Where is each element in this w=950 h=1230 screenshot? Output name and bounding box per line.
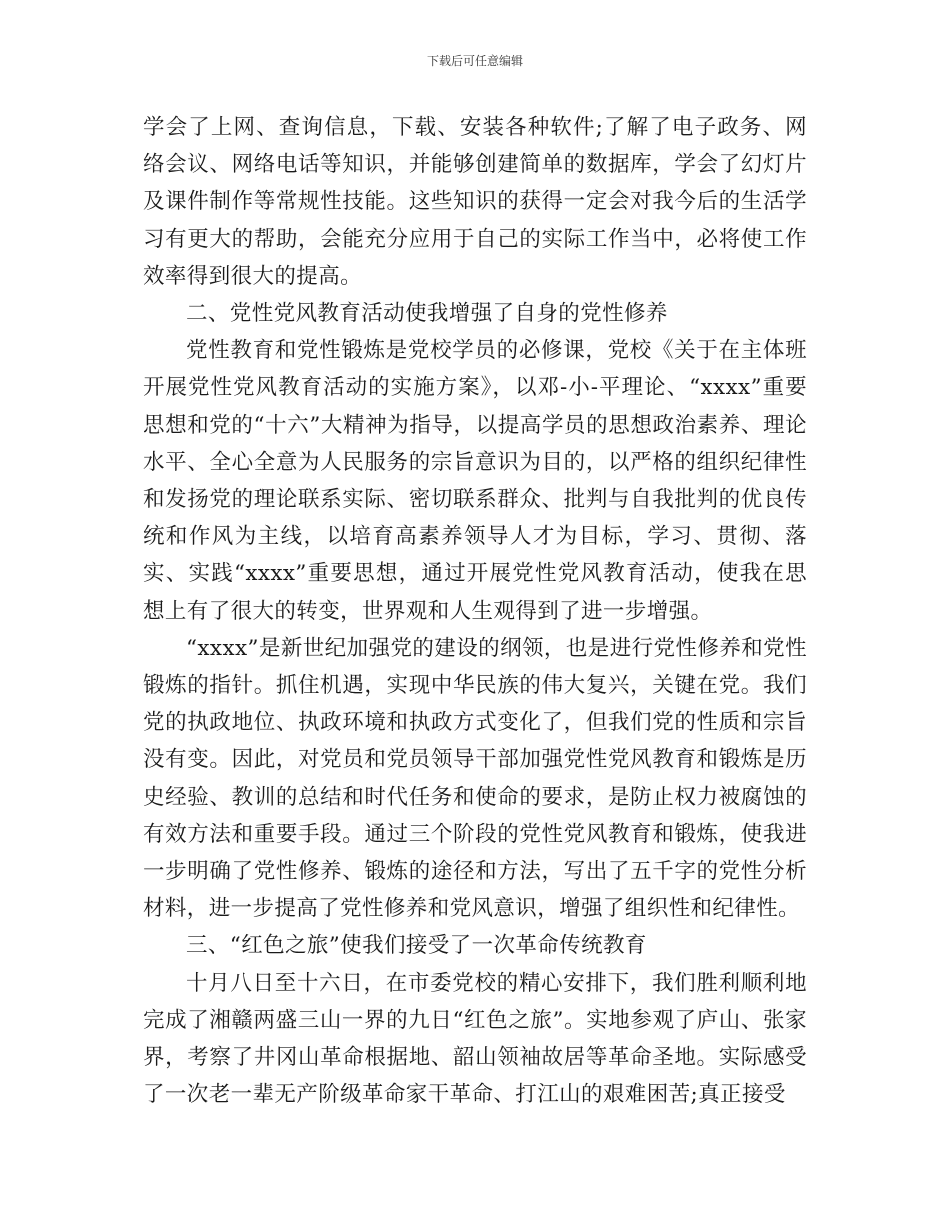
paragraph-party-education: 党性教育和党性锻炼是党校学员的必修课，党校《关于在主体班开展党性党风教育活动的实施方案》，以邓-小-平理论、“xxxx”重要思想和党的“十六”大精神为指导，以提高学员的思想政治素养、理论水平、全心全意为人民服务的宗旨意识为目的，以严格的组织纪律性和发扬党的理论联系实际、密切联系群众、批判与自我批判的优良传统和作风为主线，以培育高素养领导人才为目标，学习、贯彻、落实、实践“xxxx”重要思想，通过开展党性党风教育活动，使我在思想上有了很大的转变，世界观和人生观得到了进一步增强。	[143, 338, 807, 624]
page-header: 下载后可任意编辑	[426, 54, 523, 68]
document-body	[143, 109, 807, 1113]
paragraph-party-building: “xxxx”是新世纪加强党的建设的纲领，也是进行党性修养和党性锻炼的指针。抓住机遇，实现中华民族的伟大复兴，关键在党。我们党的执政地位、执政环境和执政方式变化了，但我们党的性质和宗旨没有变。因此，对党员和党员领导干部加强党性党风教育和锻炼是历史经验、教训的总结和时代任务和使命的要求，是防止权力被腐蚀的有效方法和重要手段。通过三个阶段的党性党风教育和锻炼，使我进一步明确了党性修养、锻炼的途径和方法，写出了五千字的党性分析材料，进一步提高了党性修养和党风意识，增强了组织性和纪律性。	[143, 635, 807, 922]
section-heading-2: 二、党性党风教育活动使我增强了自身的党性修养	[186, 301, 668, 327]
section-heading-3: 三、“红色之旅”使我们接受了一次革命传统教育	[186, 933, 647, 959]
paragraph-red-tour: 十月八日至十六日，在市委党校的精心安排下，我们胜利顺利地完成了湘赣两盛三山一界的九日“红色之旅”。实地参观了庐山、张家界，考察了井冈山革命根据地、韶山领袖故居等革命圣地。实际感受了一次老一辈无产阶级革命家干革命、打江山的艰难困苦;真正接受	[143, 970, 807, 1108]
paragraph-continued: 学会了上网、查询信息，下载、安装各种软件;了解了电子政务、网络会议、网络电话等知识，并能够创建简单的数据库，学会了幻灯片及课件制作等常规性技能。这些知识的获得一定会对我今后的生活学习有更大的帮助，会能充分应用于自己的实际工作当中，必将使工作效率得到很大的提高。	[143, 115, 807, 289]
